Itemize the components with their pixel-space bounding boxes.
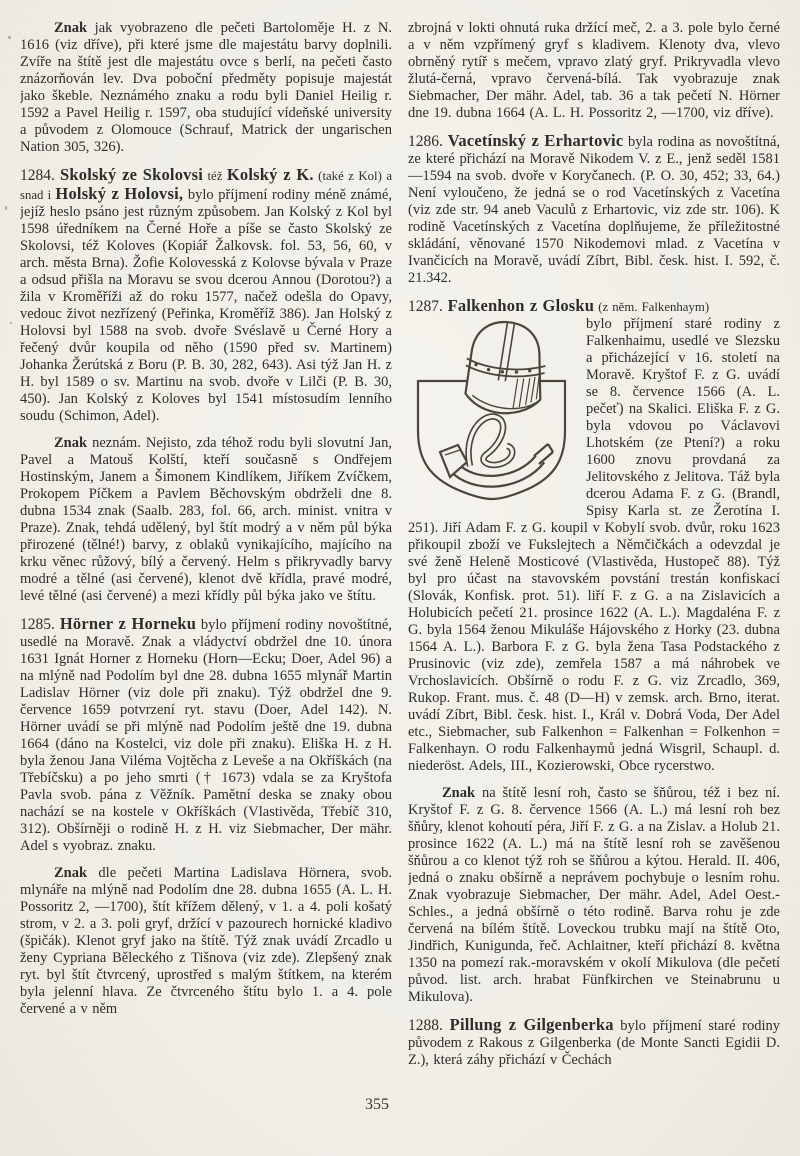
entry-1286-vacetinsky [408,132,780,287]
text-segment: též [203,169,227,183]
text-segment: Znak [54,435,88,451]
scan-speck [10,322,12,324]
text-segment: bylo příjmení staré rodiny z Falkenhaimu, usedlé ve Slezsku a přicházející v 16. století na Moravě. Kryštof F. z G. uvádí se 8. července 1566 (A. L. pečeť) na Skalici. Eliška F. z G. byla vdovou po Václavovi Lhotském (ze Ptení?) a roku 1600 znovu provdaná za Jelitovského z Jelitova. Táž byla dcerou Adama F. z G. (Brandl, Spisy Karla st. ze Žerotína I. 251). Jiří Adam F. z G. koupil v Kobylí svob. dvůr, roku 1623 přikoupil zboží ve Fukslejtech a Němčičkách a odevzdal je své ženě Heleně Mosticové (Vlastivěda, Hustopeč 88). Týž byl pro účast na stavovském povstání trestán konfiskací (Slovák, Konfisk. prot. 51). liří F. z G. a na Zislavicích a Holubicích pečetí 21. prosince 1622 (A. L.). Magdaléna F. z G. byla 1564 ženou Mikuláše Hájovského z Horky (23. dubna 1564 A. L.). Barbora F. z G. byla žena Tasa Podstackého z Prusinovic (viz zde), zemřela 1587 a má náhrobek ve Vrchoslavicích. Obšírně o rodu F. z G. viz Zrcadlo, 369, Rukop. Frant. mus. č. 48 (D—H) v zemsk. arch. Brno, iterat. uvádí Zíbrt, Bibl. česk. hist. I., Král v. Dobrá Voda, Der Adel etc., Siebmacher, sub Falkenhon = Falkenhan = Folkenhon = Falkenhayn. O rodu Falkenhaymů jedná Wisgril, Schaupl. d. niederöst. Adels, III., Kozierowski, Obce rycerstwo. [408,316,780,774]
scan-speck [5,206,7,210]
text-segment: (z něm. Falkenhaym) [594,300,710,314]
text-segment: Falkenhon z Glosku [447,296,595,315]
paragraph-znak-horner [20,865,392,1018]
text-segment: dle pečeti Martina Ladislava Hörnera, svob. mlynáře na mlýně nad Podolím dne 28. dubna 1655 (A. L. H. Possoritz 2, —1700), štít křížem dělený, v 1. a 4. poli košatý strom, v 2. a 3. poli gryf, držící v pazourech hornické kladivo (špičák). Klenot gryf jako na štítě. Týž znak uvádí Zrcadlo u ženy Cypriana Běleckého z Tišnova (viz zde). Zlepšený znak ryt. byl štít čtvrcený, uprostřed s malým štítkem, na kterém byla jelenní hlava. Ze čtvrceného štítu bylo 1. a 4. pole červené a v něm [20,865,392,1017]
text-segment: 1286. [408,133,448,150]
paragraph-znak-kolsky [20,435,392,605]
text-segment: jak vyobrazeno dle pečeti Bartoloměje H. z N. 1616 (viz dříve), při které jsme dle majestátu barvy doplnili. Zvíře na štítě jest dle majestátu ovce s berlí, na pečeti často znázorňován lev. Dva poboční předměty popisuje majestát jako škeble. Neznámého znaku a rodu byli Daniel Heilig r. 1592 a Pavel Heilig r. 1597, oba studující vídeňské university a původem z Olomouce (Schrauf, Matrick der ungarischen Nation 305, 326). [20,20,392,155]
scan-speck [8,36,11,39]
text-segment: (také z Kol) a snad i [20,169,392,202]
text-segment: Hörner z Horneku [59,614,197,633]
text-segment: 1288. [408,1017,450,1034]
text-segment: bylo příjmení rodiny novoštítné, usedlé na Moravě. Znak a vládyctví obdržel dne 10. února 1631 Ignát Horner z Horneku (Horn—Ecku; Doer, Adel 96) a na mlýně nad Podolím byl dne 28. dubna 1655 mlynář Martin Ladislav Hörner (viz dole při znaku). Týž obdržel dne 9. července 1659 potvrzení ryt. stavu (Doer, Adel 142). N. Hörner uvádí se při mlýně nad Podolím ještě dne 19. dubna 1664 (dáno na Kostelci, viz dole při znaku). Eliška H. z H. byla ženou Jana Viléma Vojtěcha z Leveše a na Okříškách (na Třebíčsku) a po jeho smrti († 1673) vdala se za Kryštofa Pavla svob. pána z Věžník. Pamětní deska se znaky obou nachází se na kostele v Okříškách (Vlastivěda, Třebíč 310, 312). Obšírněji o rodině H. z H. viz Siebmacher, Der mähr. Adel s vyobraz. znaku. [20,617,392,854]
entry-1284-skolsky [20,166,392,425]
entry-1287-heading [408,297,780,316]
paragraph-znak-falkenhon [408,785,780,1006]
left-column [20,20,392,1095]
page-number: 355 [365,1096,389,1113]
text-segment: Kolský z K. [226,165,314,184]
entry-1285-horner [20,615,392,855]
text-segment: Znak [54,20,88,36]
text-segment: bylo příjmení staré rodiny původem z Rakous z Gilgenberka (de Monte Sancti Egidii D. Z.), která záhy přichází v Čechách [408,1018,780,1068]
entry-1287-body-with-figure [408,316,780,775]
paragraph-horner-continuation [408,20,780,122]
entry-1288-pillung [408,1016,780,1069]
text-segment: 1284. [20,167,61,184]
text-segment: 1287. [408,298,448,315]
text-segment: Znak [442,785,476,801]
text-segment: Vacetínský z Erhartovic [447,131,624,150]
text-segment: Pillung z Gilgenberka [449,1015,614,1034]
horn-cord [469,417,513,466]
text-segment: bylo příjmení rodiny méně známé, jejíž heslo psáno jest různým způsobem. Jan Kolský z Kol byl 1598 úředníkem na Černé Hoře a píše se často Skolský ze Skolovsi, též Koloves (Kopiář Žalkovsk. fol. 53, 56, 60, v arch. města Brna). Žofie Kolovesská z Kolovse bývala v Praze a odsud přišla na Moravu se svou dcerou Annou (Dorotou?) a žila v Kroměříži až do roku 1577, načež odešla do Opavy, vedouc život nezřízený (Peřinka, Kroměříž 386). Jan Holský z Holovsi byl 1588 na svob. dvoře Svéslavě u Černé Hory a řečený dvůr koupila od něho (1590 před sv. Martinem) Johanka Žerútská z Boru (P. B. 30, 282, 643). Asi týž Jan H. z H. byl 1589 o sv. Martinu na svob. dvoře v Lilči (P. B. 30, 450). Jan Kolský z Koloves byl 1541 místosudím lenního soudu (Schimon, Adel). [20,187,392,424]
text-segment: 1285. [20,616,60,633]
coat-of-arms-illustration [408,319,576,507]
text-segment: Holský z Holovsi, [55,184,184,203]
text-segment: byla rodina as novoštítná, ze které přichází na Moravě Nikodem V. z E., jenž seděl 1581—1594 na svob. dvoře v Koryčanech. (P. O. 30, 452; 33, 64.) Není vyloučeno, že jedná se o rod Vacetínských z Vacetína (viz zde str. 94 aneb Vaculů z Erhartovic, viz zde str. 106). K rodině Vacetínských z Vacetína doplňujeme, že příležitostné skládání, věnované 1570 Nikodemovi mlad. z Vacetína v Ivančicích na Moravě, uvádí Zíbrt, Bibl. česk. hist. I. 592, č. 21.342. [408,134,780,286]
text-segment: Skolský ze Skolovsi [60,165,204,184]
text-segment: na štítě lesní roh, často se šňůrou, též i bez ní. Kryštof F. z G. 8. července 1566 (A. L.) má lesní roh bez šňůry, klenot kohoutí péra, Jiří F. z G. a na Zislav. a Holub 21. prosince 1622 (A. L.) má na štítě lesní roh se zavěšenou šňůrou a co klenot týž roh se šňůrou a kýtou. Herald. II. 406, jedná o znaku obšírně a neprávem pochybuje o lesním rohu. Znak vyobrazuje Siebmacher, Der mähr. Adel, Adel Oest.-Schles., a jedná obšírně o této rodině. Barva rohu je zde červená na bílém štítě. Loveckou trubku mají na štítě Oto, Jindřich, Kunigunda, řeč. Achlaitner, kteří přichází 8. května 1350 na pomezí rak.-moravském v okolí Mikulova (dle pečetí původ. list. arch. hrabat Fünfkirchen ve Steinabrunu u Mikulova). [408,785,780,1005]
entry-1287-falkenhon [408,297,780,775]
text-segment: Znak [54,865,88,881]
text-segment: zbrojná v lokti ohnutá ruka držící meč, 2. a 3. pole bylo černé a v něm vzpřímený gryf s kladivem. Klenoty dva, vlevo obrněný rytíř s mečem, vpravo zlatý gryf. Prikryvadla vlevo žlutá-černá, vpravo červená-bílá. Tak vyobrazuje znak Siebmacher, Der mähr. Adel, tab. 36 a tak pečetí N. Hörner dne 19. dubna 1664 (A. L. H. Possoritz 2, —1700, viz dříve). [408,20,780,121]
right-column [408,20,780,1095]
great-helm [461,319,551,418]
paragraph-znak-heilig [20,20,392,156]
text-segment: neznám. Nejisto, zda téhož rodu byli slovutní Jan, Pavel a Matouš Kolští, kteří současně s Ondřejem Hostinským, Janem a Šimonem Kindlíkem, Jiříkem Zvíčkem, Prokopem Píčkem a Pavlem Běchovským obdrželi dne 8. dubna 1534 znak (Saalb. 283, fol. 66, arch. minist. vnitra v Praze). Znak, tehdá udělený, byl štít modrý a v něm půl býka přirozené (tělné!) barvy, z oblaků vynikajícího, majícího na krku věnec růžový, bílý a červený. Helm s přikryvadly barvy modré a tělné (asi červené), klenot dvě křídla, pravé modré, levé tělné (asi červené) a mezi křídly půl býka jako ve štítu. [20,435,392,604]
